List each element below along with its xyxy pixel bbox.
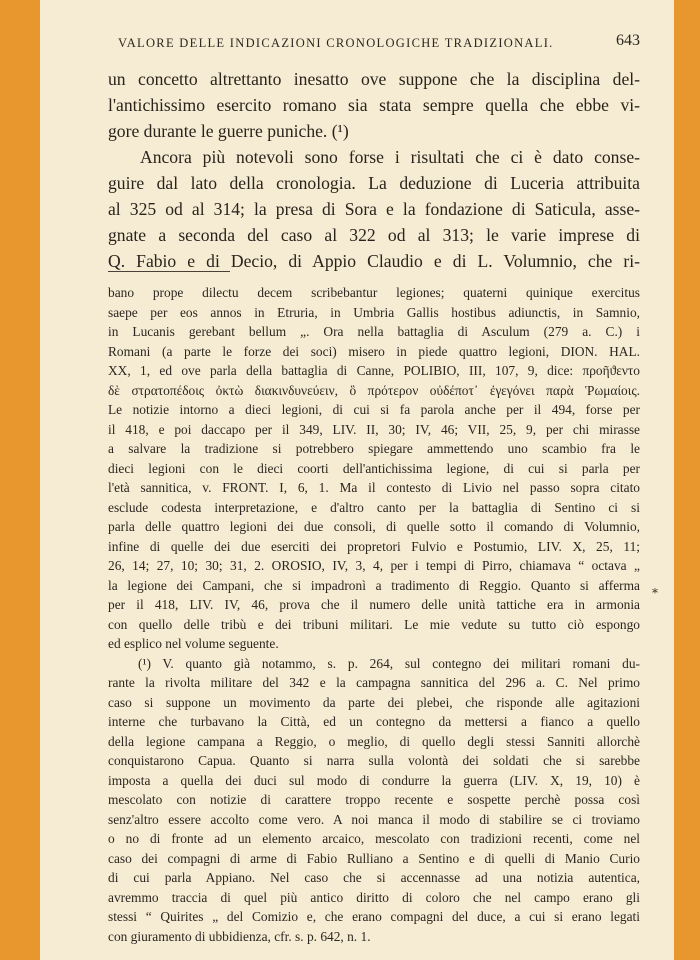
body-line: un concetto altrettanto inesatto ove suppone che la disciplina del- <box>108 69 640 89</box>
footnote-line: imposta a quella dei duci sul modo di condurre la guerra (LIV. X, 19, 10) è <box>108 772 640 788</box>
footnote-line: avremmo traccia di quel più antico diritto di coloro che nel campo erano gli <box>108 889 640 905</box>
footnote-line: interne che turbavano la Città, ed un contegno da mettersi a fianco a quello <box>108 714 640 729</box>
footnote-line: di cui parla Appiano. Nel caso che si accennasse ad una notizia autentica, <box>108 870 640 885</box>
body-line: al 325 od al 314; la presa di Sora e la fondazione di Saticula, asse- <box>108 199 640 219</box>
footnote-line: ed esplico nel volume seguente. <box>108 636 279 651</box>
footnote-line: δὲ στρατοπέδοις ὀκτὼ διακινδυνεύειν, ὃ πρότερον οὐδέποτ᾽ ἐγεγόνει παρὰ Ῥωμαίοις. <box>108 382 640 398</box>
running-head: VALORE DELLE INDICAZIONI CRONOLOGICHE TRADIZIONALI. <box>118 36 554 50</box>
footnote-line: l'età sannitica, v. FRONT. I, 6, 1. Ma il contesto di Livio nel passo sopra citato <box>108 480 640 495</box>
footnote-line: esclude codesta interpretazione, e d'altro canto per la battaglia di Sentino ci si <box>108 499 640 515</box>
footnote-line: rante la rivolta militare del 342 e la campagna sannitica del 296 a. C. Nel primo <box>108 675 640 690</box>
footnote-line: della legione campana a Reggio, o meglio, di quello degli stessi Sanniti allorchè <box>108 733 640 749</box>
footnote-line: (¹) V. quanto già notammo, s. p. 264, sul contegno dei militari romani du- <box>138 655 640 671</box>
footnote-line: stessi “ Quirites „ del Comizio e, che erano compagni del duce, a cui si erano legati <box>108 909 640 924</box>
body-line: gore durante le guerre puniche. (¹) <box>108 121 349 141</box>
body-line: l'antichissimo esercito romano sia stata sempre quella che ebbe vi- <box>108 95 640 115</box>
body-line: Q. Fabio e di Decio, di Appio Claudio e di L. Volumnio, che ri- <box>108 251 640 271</box>
footnote-line: Romani (a parte le forze dei soci) misero in piede quattro legioni, DION. HAL. <box>108 343 640 359</box>
margin-mark: * <box>652 586 658 600</box>
body-line: gnate a seconda del caso al 322 od al 313; le varie imprese di <box>108 225 640 245</box>
footnote-line: conquistarono Capua. Quanto si narra sulla volontà dei soldati che si sarebbe <box>108 753 640 768</box>
footnote-line: mescolato con notizie di carattere troppo recente e sospette perchè possa così <box>108 792 640 807</box>
footnote-line: XX, 1, ed ove parla della battaglia di Canne, POLIBIO, III, 107, 9, dice: προῆϑεντο <box>108 363 640 378</box>
footnote-line: caso si suppone un movimento da parte dei plebei, che risponde alle agitazioni <box>108 694 640 710</box>
footnote-line: o no di fronte ad un elemento arcaico, mescolato con tradizioni recenti, come nel <box>108 831 640 846</box>
footnote-line: con giuramento di ubbidienza, cfr. s. p. 642, n. 1. <box>108 928 371 944</box>
footnote-line: caso dei compagni di arme di Fabio Rulliano a Sentino e di quelli di Manio Curio <box>108 850 640 866</box>
body-line: Ancora più notevoli sono forse i risultati che ci è dato conse- <box>140 147 640 167</box>
footnote-line: con quello delle tribù e dei tribuni militari. Le mie vedute su tutto ciò espongo <box>108 616 640 632</box>
footnote-line: saepe per eos annos in Etruria, in Umbria Gallis hostibus adiunctis, in Samnio, <box>108 304 640 320</box>
main-text <box>108 66 640 274</box>
footnote-line: Le notizie intorno a dieci legioni, di cui si fa parola anche per il 494, forse per <box>108 402 640 417</box>
footnote-line: bano prope dilectu decem scribebantur legiones; quaterni quinique exercitus <box>108 285 640 300</box>
page-header <box>118 32 640 54</box>
footnote-line: dieci legioni con le dieci coorti dell'antichissima legione, di cui si parla per <box>108 460 640 476</box>
body-line: guire dal lato della cronologia. La deduzione di Luceria attribuita <box>108 173 640 193</box>
footnote-line: per il 418, LIV. IV, 46, prova che il numero delle unità tattiche era in armonia <box>108 597 640 612</box>
footnote-line: senz'altro essere accolto come vero. A noi manca il modo di stabilire se ci troviamo <box>108 811 640 827</box>
footnote-line: la legione dei Campani, che si impadronì a tradimento di Reggio. Quanto si afferma <box>108 577 640 593</box>
footnote-separator <box>108 271 230 272</box>
footnote-line: il 418, e poi daccapo per il 349, LIV. II, 30; IV, 46; VII, 25, 9, per chi mirasse <box>108 421 640 437</box>
page-number: 643 <box>616 32 640 49</box>
footnote-line: a salvare la tradizione si potrebbero spiegare ammettendo uno scambio fra le <box>108 441 640 456</box>
footnotes <box>108 283 640 946</box>
book-page <box>40 0 674 960</box>
footnote-line: parla delle quattro legioni dei due consoli, di quelle sotto il comando di Volumnio, <box>108 519 640 534</box>
footnote-line: 26, 14; 27, 10; 30; 31, 2. OROSIO, IV, 3, 4, per i tempi di Pirro, chiamava “ octava „ <box>108 558 640 573</box>
footnote-line: in Lucanis gerebant bellum „. Ora nella battaglia di Asculum (279 a. C.) i <box>108 324 640 339</box>
footnote-line: infine di quelle dei due eserciti dei propretori Fulvio e Postumio, LIV. X, 25, 11; <box>108 538 640 554</box>
